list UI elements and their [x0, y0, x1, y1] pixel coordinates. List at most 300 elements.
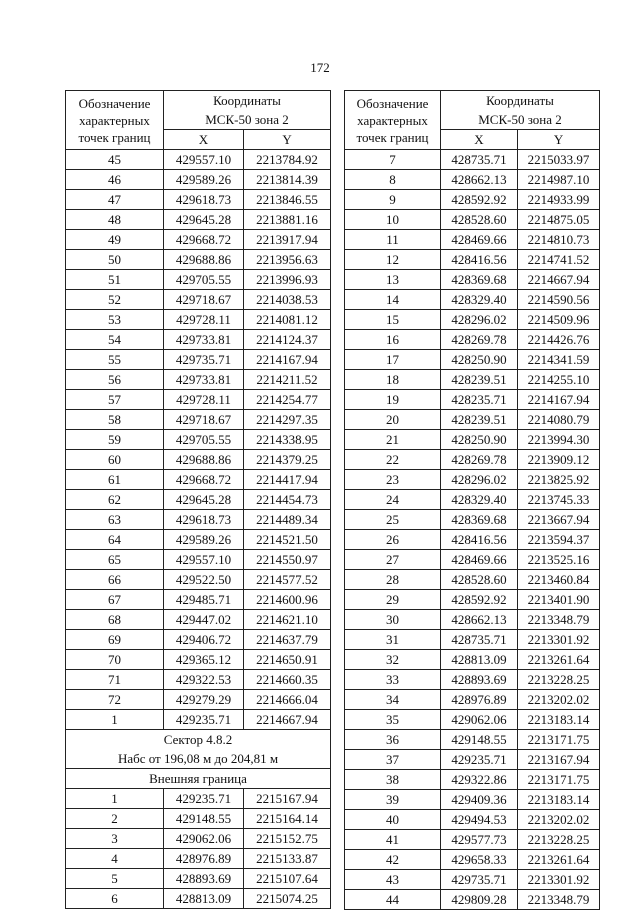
y-coordinate-cell: 2214650.91	[244, 650, 331, 670]
point-number-cell: 32	[345, 650, 441, 670]
x-coordinate-cell: 429148.55	[441, 730, 518, 750]
y-coordinate-cell: 2215107.64	[244, 869, 331, 889]
coordinates-header: Координаты	[164, 91, 331, 111]
point-number-cell: 29	[345, 590, 441, 610]
point-number-cell: 35	[345, 710, 441, 730]
y-coordinate-cell: 2214667.94	[518, 270, 600, 290]
point-number-cell: 36	[345, 730, 441, 750]
y-coordinate-cell: 2214297.35	[244, 410, 331, 430]
y-coordinate-cell: 2214341.59	[518, 350, 600, 370]
point-number-cell: 57	[66, 390, 164, 410]
x-coordinate-cell: 429447.02	[164, 610, 244, 630]
y-coordinate-cell: 2213348.79	[518, 890, 600, 910]
y-coordinate-cell: 2213825.92	[518, 470, 600, 490]
y-header: Y	[244, 130, 331, 150]
table-row	[345, 290, 600, 310]
x-coordinate-cell: 428369.68	[441, 270, 518, 290]
y-coordinate-cell: 2214875.05	[518, 210, 600, 230]
x-coordinate-cell: 428469.66	[441, 230, 518, 250]
point-number-cell: 43	[345, 870, 441, 890]
point-number-cell: 64	[66, 530, 164, 550]
x-coordinate-cell: 429062.06	[164, 829, 244, 849]
point-number-cell: 50	[66, 250, 164, 270]
table-row	[66, 250, 331, 270]
table-row	[345, 450, 600, 470]
point-number-cell: 48	[66, 210, 164, 230]
point-number-cell: 23	[345, 470, 441, 490]
table-row	[345, 250, 600, 270]
x-coordinate-cell: 428296.02	[441, 310, 518, 330]
x-coordinate-cell: 428662.13	[441, 610, 518, 630]
point-number-cell: 62	[66, 490, 164, 510]
x-coordinate-cell: 429235.71	[164, 710, 244, 730]
point-designation-header: Обозначение характерных точек границ	[66, 91, 164, 150]
point-number-cell: 70	[66, 650, 164, 670]
table-row	[66, 670, 331, 690]
point-number-cell: 34	[345, 690, 441, 710]
x-coordinate-cell: 428735.71	[441, 150, 518, 170]
y-coordinate-cell: 2213814.39	[244, 170, 331, 190]
y-coordinate-cell: 2214379.25	[244, 450, 331, 470]
point-number-cell: 53	[66, 310, 164, 330]
x-coordinate-cell: 429494.53	[441, 810, 518, 830]
point-number-cell: 22	[345, 450, 441, 470]
y-coordinate-cell: 2214426.76	[518, 330, 600, 350]
table-row	[66, 370, 331, 390]
x-coordinate-cell: 428976.89	[441, 690, 518, 710]
table-row	[345, 310, 600, 330]
point-number-cell: 21	[345, 430, 441, 450]
point-number-cell: 46	[66, 170, 164, 190]
x-coordinate-cell: 429589.26	[164, 170, 244, 190]
table-row	[345, 730, 600, 750]
y-coordinate-cell: 2214987.10	[518, 170, 600, 190]
point-number-cell: 68	[66, 610, 164, 630]
table-row	[345, 150, 600, 170]
table-row	[345, 470, 600, 490]
y-coordinate-cell: 2213301.92	[518, 870, 600, 890]
table-row	[345, 330, 600, 350]
table-row	[345, 670, 600, 690]
y-coordinate-cell: 2214167.94	[244, 350, 331, 370]
x-coordinate-cell: 429406.72	[164, 630, 244, 650]
coordinate-system-header: МСК-50 зона 2	[441, 110, 600, 130]
y-coordinate-cell: 2214254.77	[244, 390, 331, 410]
coordinates-table-right	[344, 90, 600, 910]
point-number-cell: 16	[345, 330, 441, 350]
x-coordinate-cell: 428813.09	[164, 889, 244, 909]
point-number-cell: 12	[345, 250, 441, 270]
point-number-cell: 42	[345, 850, 441, 870]
table-row	[345, 570, 600, 590]
table-row	[345, 870, 600, 890]
y-coordinate-cell: 2215074.25	[244, 889, 331, 909]
table-row	[66, 849, 331, 869]
table-row	[345, 690, 600, 710]
x-header: X	[441, 130, 518, 150]
x-coordinate-cell: 428269.78	[441, 330, 518, 350]
table-row	[66, 230, 331, 250]
y-coordinate-cell: 2213667.94	[518, 510, 600, 530]
point-number-cell: 18	[345, 370, 441, 390]
x-coordinate-cell: 428235.71	[441, 390, 518, 410]
table-row	[345, 810, 600, 830]
point-number-cell: 8	[345, 170, 441, 190]
point-number-cell: 20	[345, 410, 441, 430]
point-number-cell: 26	[345, 530, 441, 550]
point-number-cell: 52	[66, 290, 164, 310]
table-row	[345, 790, 600, 810]
x-coordinate-cell: 429688.86	[164, 250, 244, 270]
x-coordinate-cell: 429279.29	[164, 690, 244, 710]
table-row	[345, 190, 600, 210]
table-row	[66, 550, 331, 570]
point-number-cell: 2	[66, 809, 164, 829]
y-coordinate-cell: 2214660.35	[244, 670, 331, 690]
table-row	[66, 170, 331, 190]
table-row	[66, 410, 331, 430]
table-row	[66, 809, 331, 829]
y-coordinate-cell: 2214417.94	[244, 470, 331, 490]
x-coordinate-cell: 429322.86	[441, 770, 518, 790]
x-coordinate-cell: 429688.86	[164, 450, 244, 470]
x-coordinate-cell: 429522.50	[164, 570, 244, 590]
table-row	[345, 430, 600, 450]
table-row	[66, 450, 331, 470]
point-number-cell: 13	[345, 270, 441, 290]
point-number-cell: 10	[345, 210, 441, 230]
x-coordinate-cell: 429735.71	[441, 870, 518, 890]
x-coordinate-cell: 428269.78	[441, 450, 518, 470]
table-row	[345, 350, 600, 370]
table-row	[66, 330, 331, 350]
point-number-cell: 56	[66, 370, 164, 390]
table-row	[345, 770, 600, 790]
y-coordinate-cell: 2214600.96	[244, 590, 331, 610]
x-coordinate-cell: 429645.28	[164, 490, 244, 510]
y-coordinate-cell: 2214338.95	[244, 430, 331, 450]
point-number-cell: 24	[345, 490, 441, 510]
y-coordinate-cell: 2213401.90	[518, 590, 600, 610]
table-row	[66, 310, 331, 330]
point-number-cell: 15	[345, 310, 441, 330]
x-coordinate-cell: 429809.28	[441, 890, 518, 910]
x-coordinate-cell: 429728.11	[164, 310, 244, 330]
y-coordinate-cell: 2213994.30	[518, 430, 600, 450]
table-row	[66, 690, 331, 710]
table-row	[345, 510, 600, 530]
y-coordinate-cell: 2215164.14	[244, 809, 331, 829]
y-coordinate-cell: 2213261.64	[518, 850, 600, 870]
table-row	[66, 789, 331, 809]
point-number-cell: 25	[345, 510, 441, 530]
point-number-cell: 47	[66, 190, 164, 210]
coordinate-system-header: МСК-50 зона 2	[164, 110, 331, 130]
x-coordinate-cell: 428592.92	[441, 190, 518, 210]
point-number-cell: 45	[66, 150, 164, 170]
point-number-cell: 60	[66, 450, 164, 470]
y-coordinate-cell: 2214666.04	[244, 690, 331, 710]
x-coordinate-cell: 428528.60	[441, 210, 518, 230]
x-coordinate-cell: 429557.10	[164, 150, 244, 170]
x-coordinate-cell: 429728.11	[164, 390, 244, 410]
y-coordinate-cell: 2214577.52	[244, 570, 331, 590]
point-number-cell: 65	[66, 550, 164, 570]
point-number-cell: 5	[66, 869, 164, 889]
point-number-cell: 33	[345, 670, 441, 690]
y-coordinate-cell: 2213745.33	[518, 490, 600, 510]
y-header: Y	[518, 130, 600, 150]
table-row	[66, 210, 331, 230]
y-coordinate-cell: 2214521.50	[244, 530, 331, 550]
coordinates-header: Координаты	[441, 91, 600, 111]
x-coordinate-cell: 428592.92	[441, 590, 518, 610]
y-coordinate-cell: 2213167.94	[518, 750, 600, 770]
point-number-cell: 58	[66, 410, 164, 430]
x-coordinate-cell: 429668.72	[164, 230, 244, 250]
point-number-cell: 39	[345, 790, 441, 810]
table-row	[66, 829, 331, 849]
y-coordinate-cell: 2214489.34	[244, 510, 331, 530]
x-coordinate-cell: 429718.67	[164, 410, 244, 430]
x-coordinate-cell: 429235.71	[441, 750, 518, 770]
point-number-cell: 7	[345, 150, 441, 170]
point-number-cell: 40	[345, 810, 441, 830]
y-coordinate-cell: 2214741.52	[518, 250, 600, 270]
point-number-cell: 1	[66, 710, 164, 730]
point-number-cell: 11	[345, 230, 441, 250]
y-coordinate-cell: 2213171.75	[518, 730, 600, 750]
x-coordinate-cell: 429557.10	[164, 550, 244, 570]
table-row	[345, 710, 600, 730]
table-row	[345, 530, 600, 550]
x-coordinate-cell: 428239.51	[441, 410, 518, 430]
x-coordinate-cell: 428416.56	[441, 530, 518, 550]
y-coordinate-cell: 2214124.37	[244, 330, 331, 350]
point-number-cell: 27	[345, 550, 441, 570]
x-coordinate-cell: 429322.53	[164, 670, 244, 690]
x-coordinate-cell: 428250.90	[441, 430, 518, 450]
y-coordinate-cell: 2213846.55	[244, 190, 331, 210]
y-coordinate-cell: 2214550.97	[244, 550, 331, 570]
y-coordinate-cell: 2214080.79	[518, 410, 600, 430]
table-row	[345, 750, 600, 770]
table-row	[66, 869, 331, 889]
x-coordinate-cell: 429148.55	[164, 809, 244, 829]
x-coordinate-cell: 428250.90	[441, 350, 518, 370]
point-number-cell: 41	[345, 830, 441, 850]
table-row	[66, 889, 331, 909]
table-row	[345, 410, 600, 430]
x-coordinate-cell: 428528.60	[441, 570, 518, 590]
x-coordinate-cell: 429409.36	[441, 790, 518, 810]
x-coordinate-cell: 428296.02	[441, 470, 518, 490]
table-row	[345, 590, 600, 610]
table-row	[345, 370, 600, 390]
y-coordinate-cell: 2213881.16	[244, 210, 331, 230]
table-row	[66, 530, 331, 550]
table-row	[66, 710, 331, 730]
point-number-cell: 14	[345, 290, 441, 310]
x-coordinate-cell: 428369.68	[441, 510, 518, 530]
point-number-cell: 17	[345, 350, 441, 370]
y-coordinate-cell: 2214933.99	[518, 190, 600, 210]
table-row	[345, 630, 600, 650]
point-number-cell: 19	[345, 390, 441, 410]
x-coordinate-cell: 429718.67	[164, 290, 244, 310]
table-row	[66, 270, 331, 290]
table-row	[345, 650, 600, 670]
table-row	[345, 170, 600, 190]
point-number-cell: 1	[66, 789, 164, 809]
table-row	[66, 490, 331, 510]
point-number-cell: 66	[66, 570, 164, 590]
table-row	[345, 890, 600, 910]
table-row	[66, 190, 331, 210]
x-coordinate-cell: 428813.09	[441, 650, 518, 670]
point-designation-header: Обозначение характерных точек границ	[345, 91, 441, 150]
y-coordinate-cell: 2214637.79	[244, 630, 331, 650]
point-number-cell: 61	[66, 470, 164, 490]
x-coordinate-cell: 428893.69	[441, 670, 518, 690]
table-row	[66, 650, 331, 670]
point-number-cell: 28	[345, 570, 441, 590]
table-row	[66, 350, 331, 370]
x-coordinate-cell: 429733.81	[164, 330, 244, 350]
x-coordinate-cell: 428329.40	[441, 290, 518, 310]
table-row	[345, 270, 600, 290]
sector-boundary-label: Внешняя граница	[66, 769, 331, 789]
y-coordinate-cell: 2215152.75	[244, 829, 331, 849]
table-row	[66, 630, 331, 650]
x-coordinate-cell: 429668.72	[164, 470, 244, 490]
table-row	[66, 390, 331, 410]
x-coordinate-cell: 428662.13	[441, 170, 518, 190]
y-coordinate-cell: 2213183.14	[518, 790, 600, 810]
table-row	[345, 550, 600, 570]
x-coordinate-cell: 429365.12	[164, 650, 244, 670]
point-number-cell: 71	[66, 670, 164, 690]
x-coordinate-cell: 429589.26	[164, 530, 244, 550]
y-coordinate-cell: 2214509.96	[518, 310, 600, 330]
sector-height-range: Набс от 196,08 м до 204,81 м	[66, 749, 331, 769]
y-coordinate-cell: 2215167.94	[244, 789, 331, 809]
page-number: 172	[310, 60, 330, 75]
y-coordinate-cell: 2213171.75	[518, 770, 600, 790]
point-number-cell: 4	[66, 849, 164, 869]
table-row	[345, 490, 600, 510]
x-header: X	[164, 130, 244, 150]
y-coordinate-cell: 2214667.94	[244, 710, 331, 730]
y-coordinate-cell: 2214454.73	[244, 490, 331, 510]
x-coordinate-cell: 429485.71	[164, 590, 244, 610]
sector-title: Сектор 4.8.2	[66, 730, 331, 750]
y-coordinate-cell: 2214810.73	[518, 230, 600, 250]
x-coordinate-cell: 428469.66	[441, 550, 518, 570]
y-coordinate-cell: 2213909.12	[518, 450, 600, 470]
y-coordinate-cell: 2213525.16	[518, 550, 600, 570]
point-number-cell: 37	[345, 750, 441, 770]
y-coordinate-cell: 2213956.63	[244, 250, 331, 270]
x-coordinate-cell: 429645.28	[164, 210, 244, 230]
y-coordinate-cell: 2214255.10	[518, 370, 600, 390]
table-row	[66, 290, 331, 310]
y-coordinate-cell: 2213202.02	[518, 690, 600, 710]
table-row	[345, 830, 600, 850]
y-coordinate-cell: 2213784.92	[244, 150, 331, 170]
table-row	[66, 590, 331, 610]
table-row	[66, 430, 331, 450]
table-row	[345, 850, 600, 870]
y-coordinate-cell: 2214590.56	[518, 290, 600, 310]
table-row	[345, 230, 600, 250]
x-coordinate-cell: 428329.40	[441, 490, 518, 510]
y-coordinate-cell: 2213594.37	[518, 530, 600, 550]
y-coordinate-cell: 2213261.64	[518, 650, 600, 670]
x-coordinate-cell: 428976.89	[164, 849, 244, 869]
y-coordinate-cell: 2214167.94	[518, 390, 600, 410]
point-number-cell: 54	[66, 330, 164, 350]
y-coordinate-cell: 2213348.79	[518, 610, 600, 630]
x-coordinate-cell: 429235.71	[164, 789, 244, 809]
point-number-cell: 69	[66, 630, 164, 650]
y-coordinate-cell: 2213228.25	[518, 830, 600, 850]
y-coordinate-cell: 2213228.25	[518, 670, 600, 690]
x-coordinate-cell: 429062.06	[441, 710, 518, 730]
y-coordinate-cell: 2213460.84	[518, 570, 600, 590]
point-number-cell: 59	[66, 430, 164, 450]
point-number-cell: 38	[345, 770, 441, 790]
y-coordinate-cell: 2214081.12	[244, 310, 331, 330]
x-coordinate-cell: 429705.55	[164, 430, 244, 450]
point-number-cell: 9	[345, 190, 441, 210]
x-coordinate-cell: 428735.71	[441, 630, 518, 650]
y-coordinate-cell: 2213202.02	[518, 810, 600, 830]
coordinates-table-left	[65, 90, 331, 909]
y-coordinate-cell: 2213301.92	[518, 630, 600, 650]
y-coordinate-cell: 2215033.97	[518, 150, 600, 170]
x-coordinate-cell: 429733.81	[164, 370, 244, 390]
table-row	[66, 470, 331, 490]
point-number-cell: 51	[66, 270, 164, 290]
x-coordinate-cell: 428416.56	[441, 250, 518, 270]
point-number-cell: 6	[66, 889, 164, 909]
x-coordinate-cell: 429705.55	[164, 270, 244, 290]
y-coordinate-cell: 2213183.14	[518, 710, 600, 730]
point-number-cell: 30	[345, 610, 441, 630]
table-row	[66, 570, 331, 590]
y-coordinate-cell: 2214621.10	[244, 610, 331, 630]
y-coordinate-cell: 2215133.87	[244, 849, 331, 869]
x-coordinate-cell: 429618.73	[164, 510, 244, 530]
table-row	[66, 150, 331, 170]
x-coordinate-cell: 428239.51	[441, 370, 518, 390]
x-coordinate-cell: 429735.71	[164, 350, 244, 370]
x-coordinate-cell: 428893.69	[164, 869, 244, 889]
table-row	[66, 510, 331, 530]
point-number-cell: 49	[66, 230, 164, 250]
table-row	[345, 610, 600, 630]
y-coordinate-cell: 2213917.94	[244, 230, 331, 250]
y-coordinate-cell: 2213996.93	[244, 270, 331, 290]
table-row	[345, 390, 600, 410]
table-row	[66, 610, 331, 630]
x-coordinate-cell: 429577.73	[441, 830, 518, 850]
x-coordinate-cell: 429618.73	[164, 190, 244, 210]
point-number-cell: 55	[66, 350, 164, 370]
point-number-cell: 67	[66, 590, 164, 610]
table-row	[345, 210, 600, 230]
